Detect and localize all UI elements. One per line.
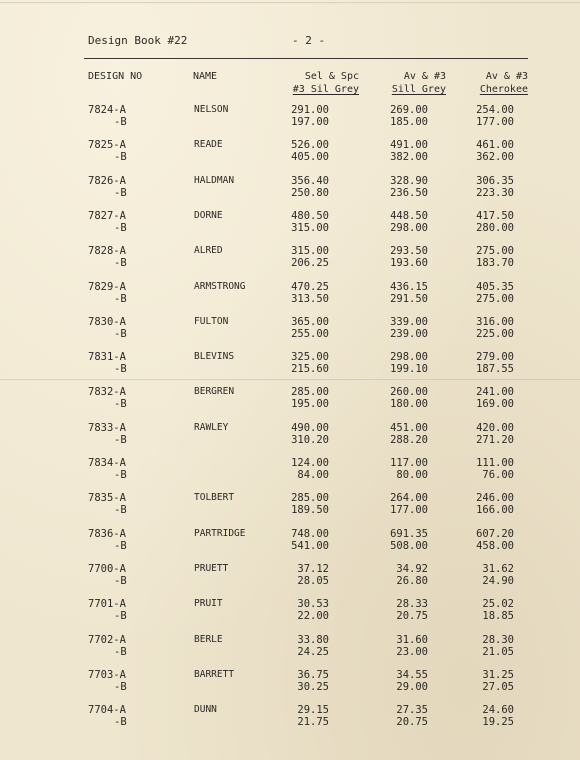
- design-number-a: 7835-A: [88, 492, 126, 505]
- column-header-design-no: DESIGN NO: [88, 71, 143, 82]
- design-book-title: Design Book #22: [88, 34, 188, 47]
- price-sel-spc-cell: [291, 245, 329, 269]
- design-number-b: -B: [114, 645, 127, 658]
- design-number-b: -B: [114, 116, 127, 128]
- design-number-cell: [88, 634, 127, 658]
- name-cell: BERLE: [194, 633, 223, 645]
- price-sel-spc-a: 37.12: [297, 562, 329, 575]
- price-sel-spc-cell: [291, 175, 329, 199]
- price-sel-spc-a: 285.00: [291, 386, 329, 399]
- price-av-sill-grey-cell: [390, 281, 428, 305]
- price-av-cherokee-a: 246.00: [476, 492, 514, 505]
- price-sel-spc-a: 356.40: [291, 174, 329, 187]
- table-row: [0, 351, 580, 379]
- price-av-cherokee-a: 420.00: [476, 421, 514, 434]
- price-av-sill-grey-a: 269.00: [390, 104, 428, 116]
- price-sel-spc-a: 470.25: [291, 280, 329, 293]
- price-av-sill-grey-cell: [390, 104, 428, 128]
- design-number-a: 7828-A: [88, 245, 126, 258]
- price-av-sill-grey-a: 298.00: [390, 351, 428, 364]
- price-av-sill-grey-b: 180.00: [390, 398, 428, 411]
- name-cell: NELSON: [194, 104, 229, 115]
- name-cell: DUNN: [194, 704, 217, 716]
- price-av-cherokee-a: 306.35: [476, 174, 514, 187]
- design-number-cell: [88, 175, 127, 199]
- design-number-cell: [88, 563, 127, 587]
- price-sel-spc-b: 21.75: [297, 716, 329, 729]
- table-row: [0, 598, 580, 626]
- price-av-cherokee-b: 19.25: [482, 716, 514, 729]
- header-rule: [84, 58, 528, 59]
- name-cell: TOLBERT: [194, 492, 235, 504]
- design-number-cell: [88, 598, 127, 622]
- design-number-a: 7834-A: [88, 457, 126, 469]
- price-sel-spc-cell: [291, 104, 329, 128]
- design-number-b: -B: [114, 151, 127, 164]
- price-av-sill-grey-a: 34.92: [396, 562, 428, 575]
- design-number-a: 7832-A: [88, 386, 126, 399]
- price-sel-spc-cell: [291, 210, 329, 234]
- name-cell: ALRED: [194, 245, 223, 257]
- price-av-cherokee-b: 169.00: [476, 398, 514, 411]
- price-av-sill-grey-b: 508.00: [390, 539, 428, 552]
- price-sel-spc-cell: [291, 281, 329, 305]
- price-av-sill-grey-cell: [396, 634, 428, 658]
- design-number-a: 7827-A: [88, 209, 126, 222]
- price-av-cherokee-b: 187.55: [476, 363, 514, 376]
- price-av-cherokee-a: 31.25: [482, 668, 514, 681]
- price-av-cherokee-a: 24.60: [482, 704, 514, 717]
- design-number-cell: [88, 139, 127, 163]
- design-number-cell: [88, 316, 127, 340]
- price-av-sill-grey-cell: [390, 492, 428, 516]
- price-sel-spc-cell: [291, 422, 329, 446]
- price-sel-spc-cell: [297, 598, 329, 622]
- price-av-sill-grey-a: 491.00: [390, 139, 428, 152]
- price-sel-spc-b: 313.50: [291, 292, 329, 305]
- price-sel-spc-cell: [291, 351, 329, 375]
- design-number-cell: [88, 669, 127, 693]
- price-sel-spc-b: 315.00: [291, 221, 329, 234]
- price-av-sill-grey-b: 177.00: [390, 504, 428, 517]
- price-av-sill-grey-cell: [390, 245, 428, 269]
- column-header-av-sill-grey: Av & #3 Sill Grey: [391, 71, 446, 95]
- paper-fold-line-top: [0, 2, 580, 4]
- price-av-cherokee-b: 225.00: [476, 327, 514, 340]
- price-sel-spc-cell: [291, 457, 329, 481]
- price-av-cherokee-a: 417.50: [476, 209, 514, 222]
- price-av-sill-grey-b: 298.00: [390, 221, 428, 234]
- price-sel-spc-b: 30.25: [297, 680, 329, 693]
- design-number-cell: [88, 492, 127, 516]
- column-header-name: NAME: [193, 71, 218, 82]
- price-sel-spc-cell: [291, 528, 329, 552]
- price-sel-spc-a: 526.00: [291, 139, 329, 152]
- price-sel-spc-b: 24.25: [297, 645, 329, 658]
- design-number-a: 7826-A: [88, 174, 126, 187]
- price-av-cherokee-cell: [476, 528, 514, 552]
- design-number-cell: [88, 351, 127, 375]
- design-number-a: 7703-A: [88, 668, 126, 681]
- price-av-cherokee-b: 166.00: [476, 504, 514, 517]
- price-av-cherokee-a: 241.00: [476, 386, 514, 399]
- price-av-cherokee-a: 111.00: [476, 457, 514, 469]
- name-cell: RAWLEY: [194, 421, 229, 433]
- price-av-cherokee-cell: [476, 210, 514, 234]
- price-sel-spc-a: 480.50: [291, 209, 329, 222]
- price-sel-spc-cell: [297, 563, 329, 587]
- price-av-cherokee-b: 27.05: [482, 680, 514, 693]
- price-av-sill-grey-cell: [396, 704, 428, 728]
- price-av-sill-grey-b: 382.00: [390, 151, 428, 164]
- name-cell: PRUIT: [194, 598, 223, 610]
- price-sel-spc-cell: [297, 634, 329, 658]
- price-av-sill-grey-a: 451.00: [390, 421, 428, 434]
- price-av-cherokee-a: 31.62: [482, 562, 514, 575]
- price-sel-spc-a: 315.00: [291, 245, 329, 258]
- design-number-b: -B: [114, 186, 127, 199]
- price-sel-spc-b: 310.20: [291, 433, 329, 446]
- price-sel-spc-cell: [297, 669, 329, 693]
- design-number-b: -B: [114, 539, 127, 552]
- name-cell: ARMSTRONG: [194, 280, 246, 292]
- name-cell: READE: [194, 139, 223, 151]
- price-av-cherokee-cell: [476, 422, 514, 446]
- design-number-b: -B: [114, 680, 127, 693]
- design-number-cell: [88, 281, 127, 305]
- price-sel-spc-b: 255.00: [291, 327, 329, 340]
- price-av-cherokee-b: 183.70: [476, 257, 514, 270]
- price-av-cherokee-cell: [482, 634, 514, 658]
- price-av-sill-grey-b: 199.10: [390, 363, 428, 376]
- price-av-sill-grey-b: 239.00: [390, 327, 428, 340]
- price-av-sill-grey-a: 31.60: [396, 633, 428, 646]
- price-av-sill-grey-cell: [390, 422, 428, 446]
- price-sel-spc-b: 28.05: [297, 574, 329, 587]
- price-av-sill-grey-b: 291.50: [390, 292, 428, 305]
- table-row: [0, 281, 580, 309]
- price-av-cherokee-b: 76.00: [482, 469, 514, 481]
- name-cell: HALDMAN: [194, 174, 235, 186]
- table-row: [0, 139, 580, 167]
- price-av-cherokee-b: 362.00: [476, 151, 514, 164]
- price-av-sill-grey-a: 264.00: [390, 492, 428, 505]
- price-av-sill-grey-b: 236.50: [390, 186, 428, 199]
- price-av-sill-grey-b: 80.00: [396, 469, 428, 481]
- design-number-b: -B: [114, 363, 127, 376]
- design-number-a: 7831-A: [88, 351, 126, 364]
- name-cell: FULTON: [194, 315, 229, 327]
- price-av-cherokee-cell: [482, 563, 514, 587]
- design-number-cell: [88, 457, 127, 481]
- price-av-cherokee-b: 21.05: [482, 645, 514, 658]
- price-av-sill-grey-a: 339.00: [390, 315, 428, 328]
- price-av-sill-grey-a: 117.00: [390, 457, 428, 469]
- name-cell: PRUETT: [194, 562, 229, 574]
- price-av-sill-grey-a: 28.33: [396, 598, 428, 611]
- price-av-sill-grey-cell: [390, 457, 428, 481]
- price-av-sill-grey-cell: [396, 598, 428, 622]
- price-av-cherokee-a: 25.02: [482, 598, 514, 611]
- price-sel-spc-a: 285.00: [291, 492, 329, 505]
- design-number-a: 7701-A: [88, 598, 126, 611]
- design-number-b: -B: [114, 610, 127, 623]
- price-sel-spc-a: 29.15: [297, 704, 329, 717]
- price-sel-spc-a: 748.00: [291, 527, 329, 540]
- price-sel-spc-a: 365.00: [291, 315, 329, 328]
- price-av-cherokee-cell: [482, 669, 514, 693]
- price-av-sill-grey-cell: [390, 351, 428, 375]
- price-sel-spc-a: 124.00: [291, 457, 329, 469]
- column-header-av-cherokee: Av & #3 Cherokee: [479, 71, 528, 95]
- price-av-cherokee-cell: [476, 351, 514, 375]
- design-number-a: 7825-A: [88, 139, 126, 152]
- price-av-cherokee-b: 280.00: [476, 221, 514, 234]
- table-row: [0, 386, 580, 414]
- table-row: [0, 563, 580, 591]
- paper-fold-line-middle: [0, 379, 580, 381]
- price-av-cherokee-cell: [476, 316, 514, 340]
- price-sel-spc-b: 250.80: [291, 186, 329, 199]
- price-av-sill-grey-b: 26.80: [396, 574, 428, 587]
- table-row: [0, 634, 580, 662]
- price-av-sill-grey-a: 691.35: [390, 527, 428, 540]
- table-row: [0, 457, 580, 485]
- price-av-cherokee-b: 24.90: [482, 574, 514, 587]
- price-av-sill-grey-a: 293.50: [390, 245, 428, 258]
- price-av-cherokee-cell: [476, 281, 514, 305]
- price-sel-spc-a: 36.75: [297, 668, 329, 681]
- price-av-sill-grey-cell: [390, 316, 428, 340]
- price-av-cherokee-a: 28.30: [482, 633, 514, 646]
- price-av-sill-grey-cell: [390, 386, 428, 410]
- design-number-cell: [88, 704, 127, 728]
- price-av-cherokee-a: 607.20: [476, 527, 514, 540]
- price-sel-spc-a: 30.53: [297, 598, 329, 611]
- price-av-sill-grey-a: 436.15: [390, 280, 428, 293]
- price-sel-spc-cell: [297, 704, 329, 728]
- name-cell: DORNE: [194, 209, 223, 221]
- price-sel-spc-b: 189.50: [291, 504, 329, 517]
- name-cell: BERGREN: [194, 386, 235, 398]
- price-sel-spc-cell: [291, 139, 329, 163]
- price-av-sill-grey-cell: [390, 528, 428, 552]
- design-number-cell: [88, 422, 127, 446]
- price-sel-spc-b: 215.60: [291, 363, 329, 376]
- design-number-cell: [88, 528, 127, 552]
- design-number-a: 7700-A: [88, 562, 126, 575]
- page-number: - 2 -: [292, 34, 326, 47]
- price-av-cherokee-cell: [476, 492, 514, 516]
- price-av-sill-grey-cell: [396, 669, 428, 693]
- price-av-cherokee-cell: [476, 386, 514, 410]
- price-av-sill-grey-b: 23.00: [396, 645, 428, 658]
- table-row: [0, 704, 580, 732]
- price-av-sill-grey-b: 288.20: [390, 433, 428, 446]
- price-av-sill-grey-b: 29.00: [396, 680, 428, 693]
- price-av-cherokee-a: 405.35: [476, 280, 514, 293]
- table-row: [0, 316, 580, 344]
- design-number-a: 7830-A: [88, 315, 126, 328]
- price-av-cherokee-a: 461.00: [476, 139, 514, 152]
- price-av-cherokee-b: 223.30: [476, 186, 514, 199]
- page-header: [88, 34, 528, 50]
- design-number-cell: [88, 245, 127, 269]
- table-row: [0, 528, 580, 556]
- design-number-b: -B: [114, 327, 127, 340]
- design-number-a: 7829-A: [88, 280, 126, 293]
- price-av-sill-grey-cell: [390, 210, 428, 234]
- table-row: [0, 492, 580, 520]
- design-number-b: -B: [114, 221, 127, 234]
- price-av-cherokee-a: 275.00: [476, 245, 514, 258]
- design-number-a: 7824-A: [88, 104, 126, 116]
- price-av-cherokee-cell: [482, 704, 514, 728]
- table-row: [0, 245, 580, 273]
- design-number-b: -B: [114, 292, 127, 305]
- price-sel-spc-b: 195.00: [291, 398, 329, 411]
- price-av-cherokee-b: 177.00: [476, 116, 514, 128]
- price-av-sill-grey-cell: [390, 175, 428, 199]
- design-number-b: -B: [114, 504, 127, 517]
- price-sel-spc-b: 84.00: [297, 469, 329, 481]
- price-av-sill-grey-b: 193.60: [390, 257, 428, 270]
- price-av-cherokee-cell: [476, 457, 514, 481]
- price-sel-spc-cell: [291, 386, 329, 410]
- design-number-b: -B: [114, 398, 127, 411]
- price-av-cherokee-cell: [482, 598, 514, 622]
- price-sel-spc-a: 291.00: [291, 104, 329, 116]
- design-number-b: -B: [114, 574, 127, 587]
- price-sel-spc-a: 33.80: [297, 633, 329, 646]
- price-av-sill-grey-cell: [396, 563, 428, 587]
- price-av-cherokee-cell: [476, 139, 514, 163]
- price-sel-spc-a: 490.00: [291, 421, 329, 434]
- table-row: [0, 175, 580, 203]
- price-av-sill-grey-a: 448.50: [390, 209, 428, 222]
- price-av-cherokee-cell: [476, 175, 514, 199]
- price-av-cherokee-a: 316.00: [476, 315, 514, 328]
- design-number-cell: [88, 386, 127, 410]
- price-av-sill-grey-a: 328.90: [390, 174, 428, 187]
- price-av-cherokee-b: 18.85: [482, 610, 514, 623]
- price-av-sill-grey-a: 34.55: [396, 668, 428, 681]
- price-sel-spc-b: 541.00: [291, 539, 329, 552]
- design-number-cell: [88, 104, 127, 128]
- price-av-sill-grey-b: 185.00: [390, 116, 428, 128]
- column-header-sel-spc: Sel & Spc #3 Sil Grey: [292, 71, 359, 95]
- price-av-cherokee-a: 279.00: [476, 351, 514, 364]
- design-number-a: 7833-A: [88, 421, 126, 434]
- design-number-a: 7702-A: [88, 633, 126, 646]
- price-av-cherokee-b: 271.20: [476, 433, 514, 446]
- name-cell: BLEVINS: [194, 351, 235, 363]
- price-sel-spc-b: 197.00: [291, 116, 329, 128]
- price-av-cherokee-cell: [476, 104, 514, 128]
- price-sel-spc-cell: [291, 492, 329, 516]
- design-number-b: -B: [114, 716, 127, 729]
- price-av-cherokee-cell: [476, 245, 514, 269]
- price-av-cherokee-a: 254.00: [476, 104, 514, 116]
- price-av-cherokee-b: 275.00: [476, 292, 514, 305]
- table-row: [0, 210, 580, 238]
- price-av-sill-grey-a: 27.35: [396, 704, 428, 717]
- price-sel-spc-b: 22.00: [297, 610, 329, 623]
- design-number-b: -B: [114, 433, 127, 446]
- price-av-sill-grey-a: 260.00: [390, 386, 428, 399]
- price-av-cherokee-b: 458.00: [476, 539, 514, 552]
- name-cell: BARRETT: [194, 668, 235, 680]
- design-number-a: 7836-A: [88, 527, 126, 540]
- table-row: [0, 104, 580, 132]
- price-av-sill-grey-b: 20.75: [396, 610, 428, 623]
- design-number-b: -B: [114, 469, 127, 481]
- design-number-b: -B: [114, 257, 127, 270]
- name-cell: PARTRIDGE: [194, 527, 246, 539]
- price-av-sill-grey-b: 20.75: [396, 716, 428, 729]
- design-number-a: 7704-A: [88, 704, 126, 717]
- price-sel-spc-b: 206.25: [291, 257, 329, 270]
- table-row: [0, 422, 580, 450]
- price-sel-spc-cell: [291, 316, 329, 340]
- design-number-cell: [88, 210, 127, 234]
- table-row: [0, 669, 580, 697]
- price-sel-spc-b: 405.00: [291, 151, 329, 164]
- price-av-sill-grey-cell: [390, 139, 428, 163]
- price-sel-spc-a: 325.00: [291, 351, 329, 364]
